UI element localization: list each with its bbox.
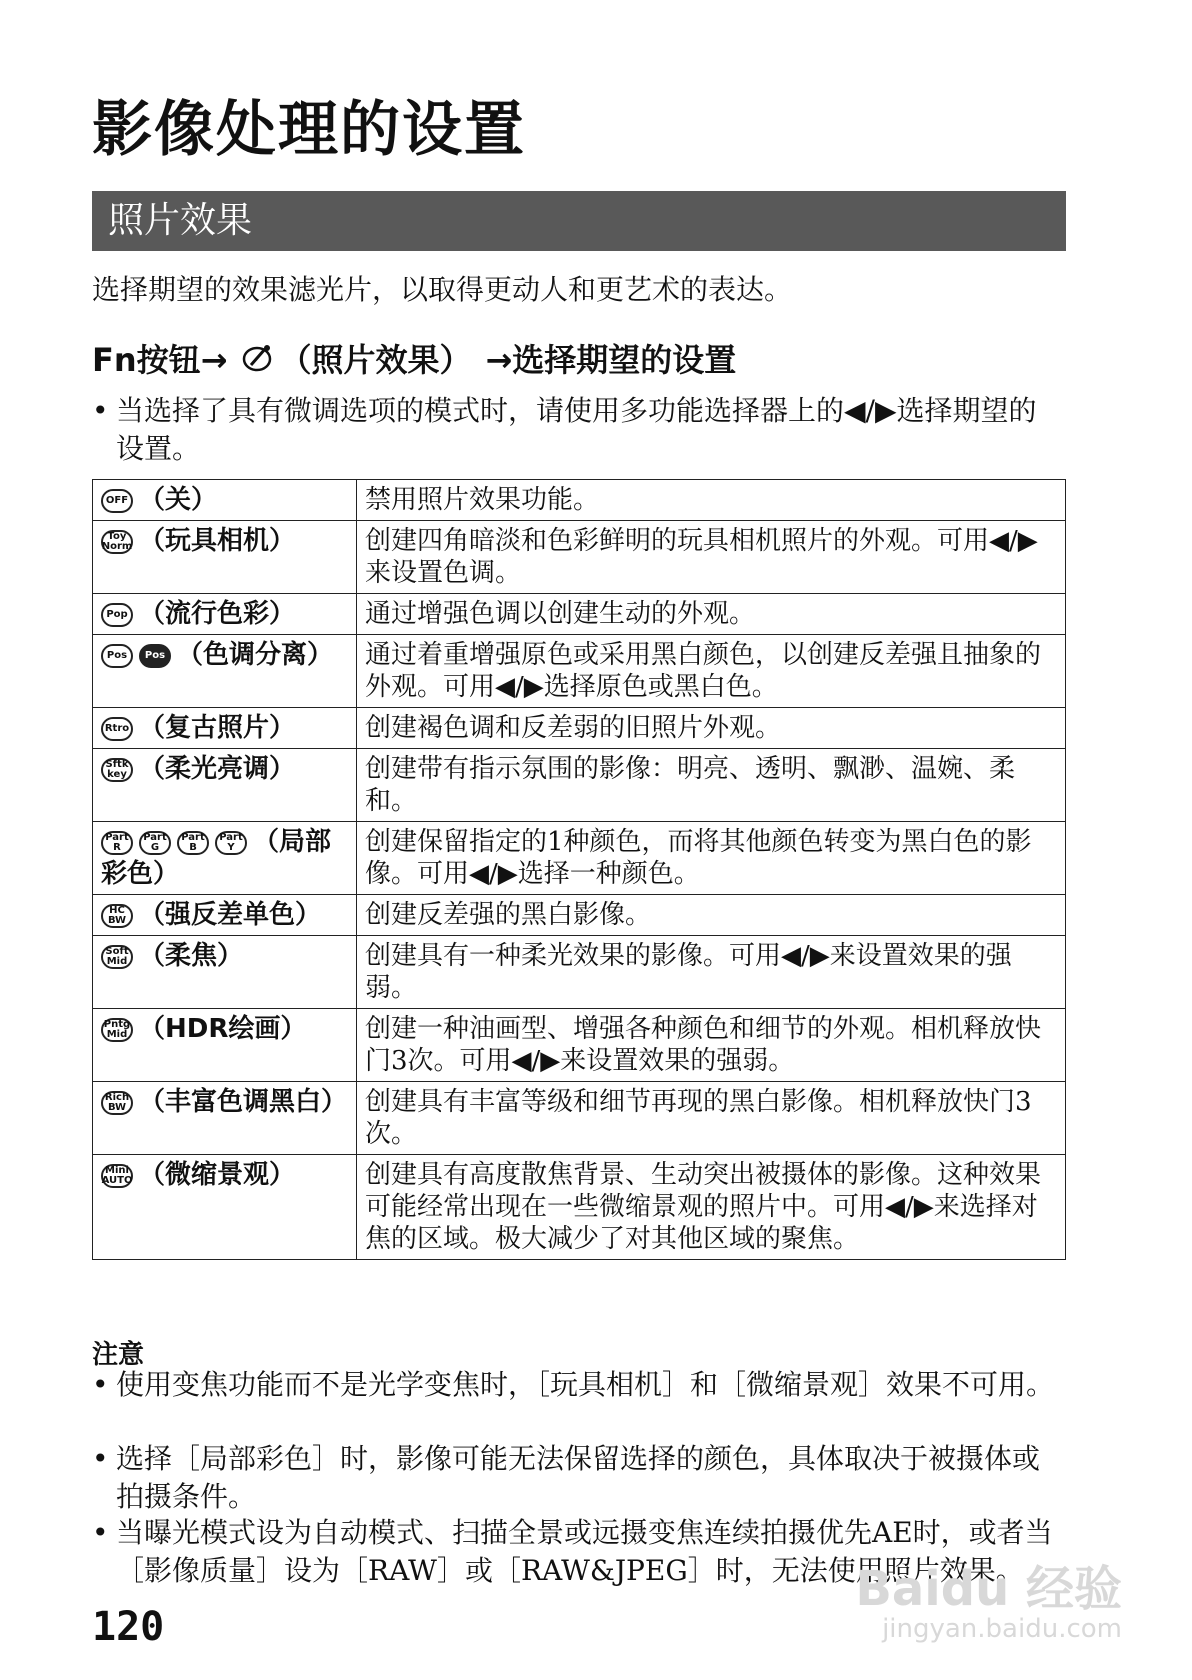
effect-name: （流行色彩） (139, 599, 296, 629)
effect-description: 禁用照片效果功能。 (357, 480, 1066, 521)
effect-name-cell (93, 822, 357, 895)
effect-name: （丰富色调黑白） (139, 1087, 348, 1117)
effect-name: （玩具相机） (139, 526, 296, 556)
effect-name: （关） (139, 485, 218, 515)
effect-row (93, 749, 1066, 822)
bullet-dot: • (92, 1442, 109, 1475)
note-text: 使用变焦功能而不是光学变焦时，［玩具相机］和［微缩景观］效果不可用。 (116, 1368, 1055, 1401)
effect-name-cell (93, 1155, 357, 1260)
bullet-dot: • (92, 1516, 109, 1549)
effect-mode-icon: OFF (101, 489, 133, 513)
fn-button-text: Fn按钮→ (92, 341, 228, 379)
effect-name: （色调分离） (177, 640, 334, 670)
watermark-url: jingyan.baidu.com (882, 1614, 1122, 1644)
effect-mode-icon: Rich BW (101, 1091, 133, 1115)
bullet-dot: • (92, 1368, 109, 1401)
effect-name-cell (93, 480, 357, 521)
picture-effect-icon (241, 343, 275, 381)
effect-row (93, 1082, 1066, 1155)
effect-mode-icon: Pntg Mid (101, 1018, 133, 1042)
effect-row (93, 521, 1066, 594)
effect-name-cell (93, 594, 357, 635)
select-setting-text: →选择期望的设置 (485, 341, 737, 379)
effect-name: （柔光亮调） (139, 754, 296, 784)
page-title: 影像处理的设置 (92, 95, 526, 165)
effect-row (93, 895, 1066, 936)
effect-description: 创建保留指定的1种颜色，而将其他颜色转变为黑白色的影像。可用◀/▶选择一种颜色。 (357, 822, 1066, 895)
effect-mode-icon: Part B (177, 831, 209, 855)
watermark-brand: Baidu 经验 (855, 1561, 1122, 1617)
effects-table (92, 479, 1066, 1260)
effect-mode-icon: Sftk key (101, 758, 133, 782)
effect-row (93, 822, 1066, 895)
effect-row (93, 480, 1066, 521)
effect-mode-icon: Part Y (215, 831, 247, 855)
effect-description: 创建褐色调和反差弱的旧照片外观。 (357, 708, 1066, 749)
effect-description: 通过着重增强原色或采用黑白颜色，以创建反差强且抽象的外观。可用◀/▶选择原色或黑白色。 (357, 635, 1066, 708)
effect-row (93, 708, 1066, 749)
note-item (92, 1366, 1062, 1404)
effect-row (93, 1155, 1066, 1260)
effect-mode-icon: Rtro (101, 717, 133, 741)
effect-name-cell (93, 1082, 357, 1155)
section-title: 照片效果 (92, 191, 1066, 251)
effect-name-cell (93, 749, 357, 822)
effect-row (93, 1009, 1066, 1082)
notes-title: 注意 (92, 1340, 145, 1370)
effect-description: 创建具有一种柔光效果的影像。可用◀/▶来设置效果的强弱。 (357, 936, 1066, 1009)
effect-name-cell (93, 708, 357, 749)
effect-description: 通过增强色调以创建生动的外观。 (357, 594, 1066, 635)
effect-mode-icon: Pos (139, 644, 171, 668)
effect-mode-icon: Pos (101, 644, 133, 668)
effect-mode-icon: Mini AUTO (101, 1164, 133, 1186)
effect-mode-icon: HC BW (101, 904, 133, 928)
effect-row (93, 635, 1066, 708)
tip-bullet (92, 392, 1062, 468)
tip-text: 当选择了具有微调选项的模式时，请使用多功能选择器上的◀/▶选择期望的设置。 (116, 394, 1037, 465)
effect-row (93, 936, 1066, 1009)
effect-row (93, 594, 1066, 635)
effect-name-cell (93, 521, 357, 594)
effect-name-cell (93, 1009, 357, 1082)
effect-mode-icon: Soft Mid (101, 945, 133, 969)
effect-mode-icon: Part R (101, 831, 133, 855)
intro-text: 选择期望的效果滤光片，以取得更动人和更艺术的表达。 (92, 273, 793, 306)
effect-mode-icon: Toy Norm (101, 530, 133, 552)
effect-description: 创建一种油画型、增强各种颜色和细节的外观。相机释放快门3次。可用◀/▶来设置效果的强弱。 (357, 1009, 1066, 1082)
picture-effect-label: （照片效果） (279, 341, 472, 379)
bullet-dot: • (92, 394, 109, 427)
effect-description: 创建四角暗淡和色彩鲜明的玩具相机照片的外观。可用◀/▶来设置色调。 (357, 521, 1066, 594)
effect-description: 创建反差强的黑白影像。 (357, 895, 1066, 936)
note-text: 当曝光模式设为自动模式、扫描全景或远摄变焦连续拍摄优先AE时，或者当［影像质量］设为［RAW］或［RAW&JPEG］时，无法使用照片效果。 (116, 1516, 1053, 1587)
note-text: 选择［局部彩色］时，影像可能无法保留选择的颜色，具体取决于被摄体或拍摄条件。 (116, 1442, 1041, 1513)
effect-name: （强反差单色） (139, 900, 322, 930)
nav-path (92, 335, 736, 381)
note-item (92, 1440, 1062, 1516)
effect-mode-icon: Pop (101, 603, 133, 627)
effect-mode-icon: Part G (139, 831, 171, 855)
effect-name-cell (93, 635, 357, 708)
effect-name-cell (93, 895, 357, 936)
effect-description: 创建具有丰富等级和细节再现的黑白影像。相机释放快门3次。 (357, 1082, 1066, 1155)
effect-name: （HDR绘画） (139, 1014, 307, 1044)
effect-name: （局部彩色） (101, 827, 332, 889)
effect-name: （微缩景观） (139, 1160, 296, 1190)
effect-description: 创建具有高度散焦背景、生动突出被摄体的影像。这种效果可能经常出现在一些微缩景观的照片中。可用◀/▶来选择对焦的区域。极大减少了对其他区域的聚焦。 (357, 1155, 1066, 1260)
effect-name-cell (93, 936, 357, 1009)
effect-name: （柔焦） (139, 941, 244, 971)
effect-name: （复古照片） (139, 713, 296, 743)
effect-description: 创建带有指示氛围的影像：明亮、透明、飘渺、温婉、柔和。 (357, 749, 1066, 822)
page-number: 120 (92, 1604, 165, 1650)
